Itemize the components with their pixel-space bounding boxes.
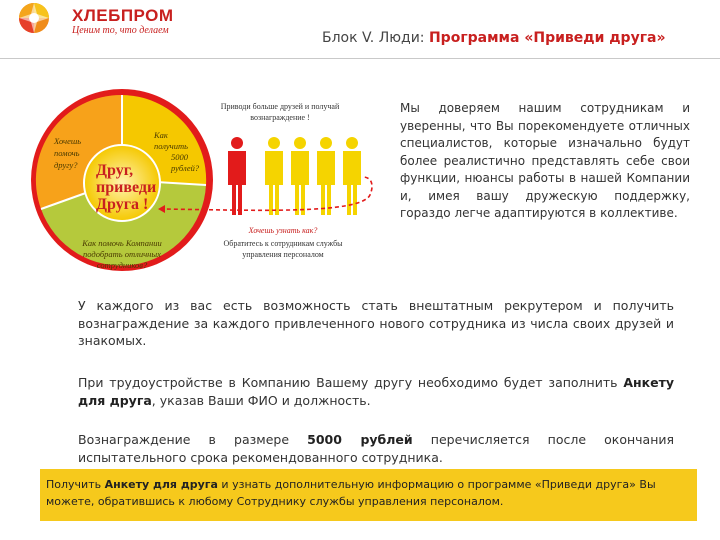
page-title-highlight: Программа «Приведи друга» [428, 30, 666, 46]
segment-bottom-line-1: Как помочь Компании [82, 238, 162, 248]
footer-text-2: и узнать дополнительную информацию о программе «Приведи друга» Вы можете, обратившись к любому Сотруднику службы управления персоналом. [46, 478, 656, 508]
paragraph-form-bold: Анкету для друга [78, 375, 674, 408]
paragraph-form [78, 374, 674, 409]
center-line-1: Друг, [96, 162, 134, 179]
logo-title: ХЛЕБПРОМ [72, 6, 174, 25]
paragraph-reward-bold: 5000 рублей [307, 432, 413, 447]
segment-top-line-2: получить [154, 141, 188, 151]
paragraph-reward-text-1: Вознаграждение в размере [78, 432, 308, 447]
caption-top-line-2: вознаграждение ! [250, 113, 310, 122]
segment-top-line-3: 5000 [171, 152, 188, 162]
caption-bottom-title: Хочешь узнать как? [248, 226, 318, 235]
yellow-person-icon-3 [317, 137, 335, 215]
footer-text-1: Получить [46, 478, 105, 491]
yellow-person-icon-2 [291, 137, 309, 215]
center-line-2: приведи [96, 179, 157, 196]
caption-bottom-line-1: Обратитесь к сотрудникам службы [223, 239, 343, 248]
logo-slogan: Ценим то, что делаем [72, 25, 169, 36]
footer-text [46, 476, 686, 510]
program-diagram [30, 85, 390, 280]
segment-bottom-line-2: подобрать отличных [83, 249, 161, 259]
red-person-icon [228, 137, 246, 215]
center-line-3: Друга ! [96, 196, 149, 213]
logo-emblem-icon [6, 2, 68, 46]
segment-left-line-2: помочь [54, 148, 80, 158]
footer-banner [40, 469, 697, 521]
paragraph-reward [78, 431, 674, 466]
yellow-person-icon-1 [265, 137, 283, 215]
paragraph-form-text-1: При трудоустройстве в Компанию Вашему другу необходимо будет заполнить [78, 375, 624, 390]
caption-bottom-line-2: управления персоналом [242, 250, 324, 259]
paragraph-recruiter: У каждого из вас есть возможность стать внештатным рекрутером и получить вознаграждение за каждого привлеченного нового сотрудника из числа своих друзей и знакомых. [78, 298, 674, 348]
page-title [322, 30, 666, 46]
page-title-prefix: Блок V. Люди: [322, 30, 425, 46]
segment-top-line-1: Как [154, 130, 168, 140]
caption-top-line-1: Приводи больше друзей и получай [220, 102, 340, 111]
footer-bold: Анкету для друга [104, 478, 218, 491]
segment-left-line-1: Хочешь [54, 136, 82, 146]
paragraph-form-text-2: , указав Ваши ФИО и должность. [151, 392, 371, 408]
intro-paragraph: Мы доверяем нашим сотрудникам и уверенны, что Вы порекомендуете отличных специалистов, которые изначально будут более реалистично представлять себе свои функции, нюансы работы в нашей Компании и, имея вашу дружескую поддержку, гораздо легче адаптируются в коллективе. [400, 101, 690, 220]
paragraph-reward-text-2: перечисляется после окончания испытательного срока рекомендованного сотрудника. [78, 432, 675, 465]
segment-bottom-line-3: сотрудников? [96, 260, 148, 270]
company-logo [6, 2, 206, 42]
segment-left-line-3: другу? [54, 160, 78, 170]
segment-top-line-4: рублей? [171, 163, 200, 173]
header-divider [0, 58, 720, 59]
